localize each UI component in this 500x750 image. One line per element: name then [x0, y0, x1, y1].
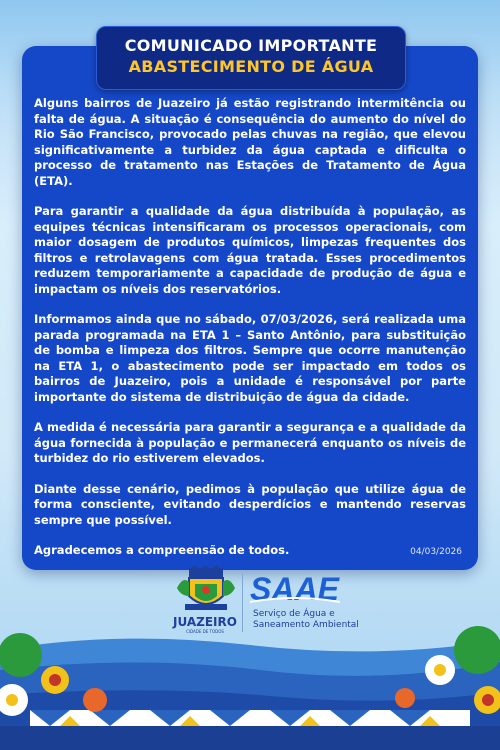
paragraph: Agradecemos a compreensão de todos.: [34, 543, 290, 557]
notice-subtitle: ABASTECIMENTO DE ÁGUA: [128, 57, 374, 76]
juazeiro-wordmark: JUAZEIRO: [173, 615, 237, 629]
paragraph: Para garantir a qualidade da água distribuída à população, as equipes técnicas intensificaram os processos operacionais, com maior dosagem de produtos químicos, limpezas frequentes dos filtros e retrolavagens com água tratada. Esses procedimentos reduzem temporariamente a capacidade de produção de água e impactam os níveis dos reservatórios.: [34, 204, 466, 296]
saae-wordmark: SAAE: [250, 572, 339, 604]
juazeiro-tagline: CIDADE DE TODOS: [186, 629, 224, 634]
saae-tagline-line2: Saneamento Ambiental: [253, 620, 359, 630]
saae-tagline-line1: Serviço de Água e: [253, 609, 335, 619]
paragraph: A medida é necessária para garantir a segurança e a qualidade da água fornecida à população e permanecerá enquanto os níveis de turbidez do rio estiverem elevados.: [34, 420, 466, 465]
notice-body: [34, 96, 466, 574]
notice-date: 04/03/2026: [410, 547, 462, 557]
paragraph: Alguns bairros de Juazeiro já estão registrando intermitência ou falta de água. A situação é consequência do aumento do nível do Rio São Francisco, provocado pelas chuvas na região, que elevou significativamente a turbidez da água captada e dificulta o processo de tratamento nas Estações de Tratamento de Água (ETA).: [34, 96, 466, 188]
paragraph: Informamos ainda que no sábado, 07/03/2026, será realizada uma parada programada na ETA 1 – Santo Antônio, para substituição de bomba e limpeza dos filtros. Sempre que ocorre manutenção na ETA 1, o abastecimento pode ser impactado em todos os bairros de Juazeiro, pois a unidade é responsável por parte importante do sistema de distribuição de água da cidade.: [34, 312, 466, 404]
decorative-bottom: [0, 600, 500, 750]
paragraph: Diante desse cenário, pedimos à população que utilize água de forma consciente, evitando desperdícios e mantendo reservas sempre que possível.: [34, 481, 466, 527]
notice-title: COMUNICADO IMPORTANTE: [124, 36, 378, 55]
title-box: [96, 26, 406, 90]
